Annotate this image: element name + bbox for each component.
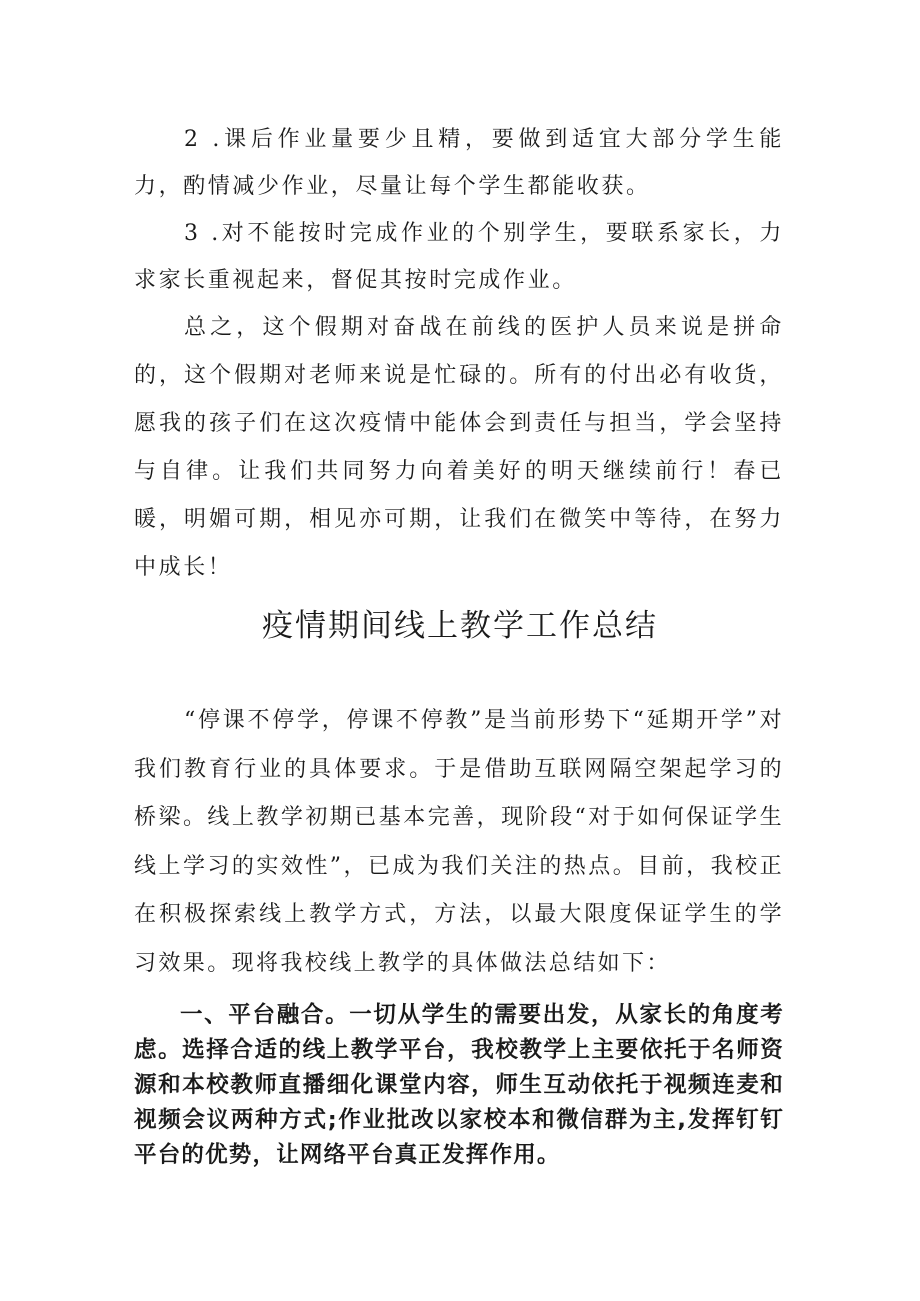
paragraph-item-2: 2 .课后作业量要少且精，要做到适宜大部分学生能力，酌情减少作业，尽量让每个学生都能收获。 <box>134 127 784 199</box>
paragraph-item-3: 3 .对不能按时完成作业的个别学生，要联系家长，力求家长重视起来，督促其按时完成作业。 <box>134 221 784 293</box>
article-title: 疫情期间线上教学工作总结 <box>262 608 658 644</box>
paragraph-intro: “停课不停学，停课不停教”是当前形势下“延期开学”对我们教育行业的具体要求。于是借助互联网隔空架起学习的桥梁。线上教学初期已基本完善，现阶段“对于如何保证学生线上学习的实效性”，已成为我们关注的热点。目前，我校正在积极探索线上教学方式，方法，以最大限度保证学生的学习效果。现将我校线上教学的具体做法总结如下： <box>134 708 784 976</box>
paragraph-summary: 总之，这个假期对奋战在前线的医护人员来说是拼命的，这个假期对老师来说是忙碌的。所有的付出必有收货，愿我的孩子们在这次疫情中能体会到责任与担当，学会坚持与自律。让我们共同努力向着美好的明天继续前行！春已暖，明媚可期，相见亦可期，让我们在微笑中等待，在努力中成长！ <box>134 315 784 580</box>
paragraph-section-1: 一、平台融合。一切从学生的需要出发，从家长的角度考虑。选择合适的线上教学平台，我校教学上主要依托于名师资源和本校教师直播细化课堂内容，师生互动依托于视频连麦和视频会议两种方式;作业批改以家校本和微信群为主,发挥钉钉平台的优势，让网络平台真正发挥作用。 <box>134 1002 784 1168</box>
